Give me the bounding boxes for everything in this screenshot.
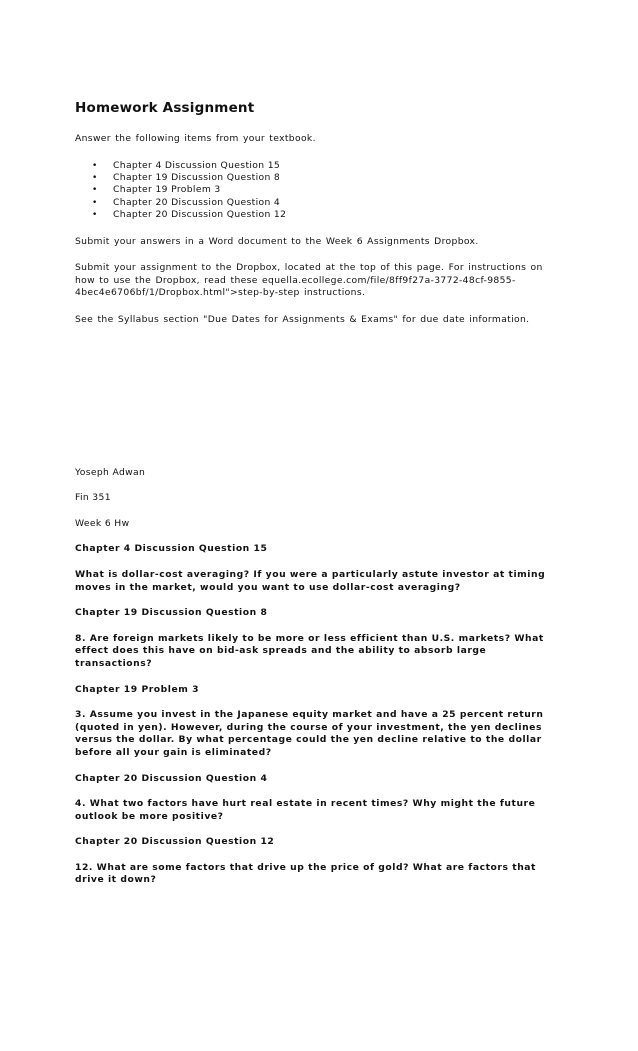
list-item-label: Chapter 19 Problem 3	[113, 184, 221, 196]
bullet-icon: •	[92, 160, 98, 171]
question-text: 4. What two factors have hurt real estate in recent times? Why might the future outlook be more positive?	[75, 798, 536, 822]
list-item	[75, 184, 565, 196]
page-title: Homework Assignment	[75, 100, 255, 116]
bullet-icon: •	[92, 173, 98, 183]
assignment-list	[75, 160, 565, 222]
bullet-icon: •	[92, 185, 98, 196]
submit-word-instruction: Submit your answers in a Word document to the Week 6 Assignments Dropbox.	[75, 235, 479, 247]
list-item	[75, 172, 565, 184]
intro-text: Answer the following items from your textbook.	[75, 133, 316, 144]
list-item-label: Chapter 20 Discussion Question 12	[113, 209, 287, 221]
list-item	[75, 197, 565, 209]
question-text: 12. What are some factors that drive up the price of gold? What are factors that drive it down?	[75, 861, 536, 886]
bullet-icon: •	[92, 197, 98, 208]
bullet-icon: •	[92, 210, 98, 221]
list-item	[75, 209, 565, 221]
student-name: Yoseph Adwan	[75, 466, 146, 478]
list-item-label: Chapter 20 Discussion Question 4	[113, 196, 281, 208]
question-heading: Chapter 4 Discussion Question 15	[75, 543, 268, 555]
list-item-label: Chapter 19 Discussion Question 8	[113, 172, 281, 183]
week-label: Week 6 Hw	[75, 517, 130, 529]
page-gap	[75, 341, 565, 467]
question-heading: Chapter 19 Problem 3	[75, 683, 200, 695]
course-code: Fin 351	[75, 492, 111, 504]
question-heading: Chapter 20 Discussion Question 4	[75, 772, 268, 784]
document-page	[75, 100, 565, 900]
list-item	[75, 160, 565, 172]
question-heading: Chapter 19 Discussion Question 8	[75, 607, 268, 619]
question-text: What is dollar-cost averaging? If you were a particularly astute investor at timing moves in the market, would you want to use dollar-cost averaging?	[75, 568, 546, 593]
question-heading: Chapter 20 Discussion Question 12	[75, 836, 275, 848]
submit-dropbox-instruction: Submit your assignment to the Dropbox, located at the top of this page. For instructions on how to use the Dropbox, read these equella.ecollege.com/file/8ff9f27a-3772-48cf-9855-4bec4e6706bf/1/Dropbox.html">step-by-step instructions.	[75, 262, 543, 299]
list-item-label: Chapter 4 Discussion Question 15	[113, 159, 281, 171]
question-text: 8. Are foreign markets likely to be more or less efficient than U.S. markets? What effect does this have on bid-ask spreads and the ability to absorb large transactions?	[75, 632, 544, 669]
question-text: 3. Assume you invest in the Japanese equity market and have a 25 percent return (quoted in yen). However, during the course of your investment, the yen declines versus the dollar. By what percentage could the yen decline relative to the dollar before all your gain is eliminated?	[75, 709, 544, 758]
syllabus-instruction: See the Syllabus section "Due Dates for Assignments & Exams" for due date information.	[75, 314, 530, 325]
